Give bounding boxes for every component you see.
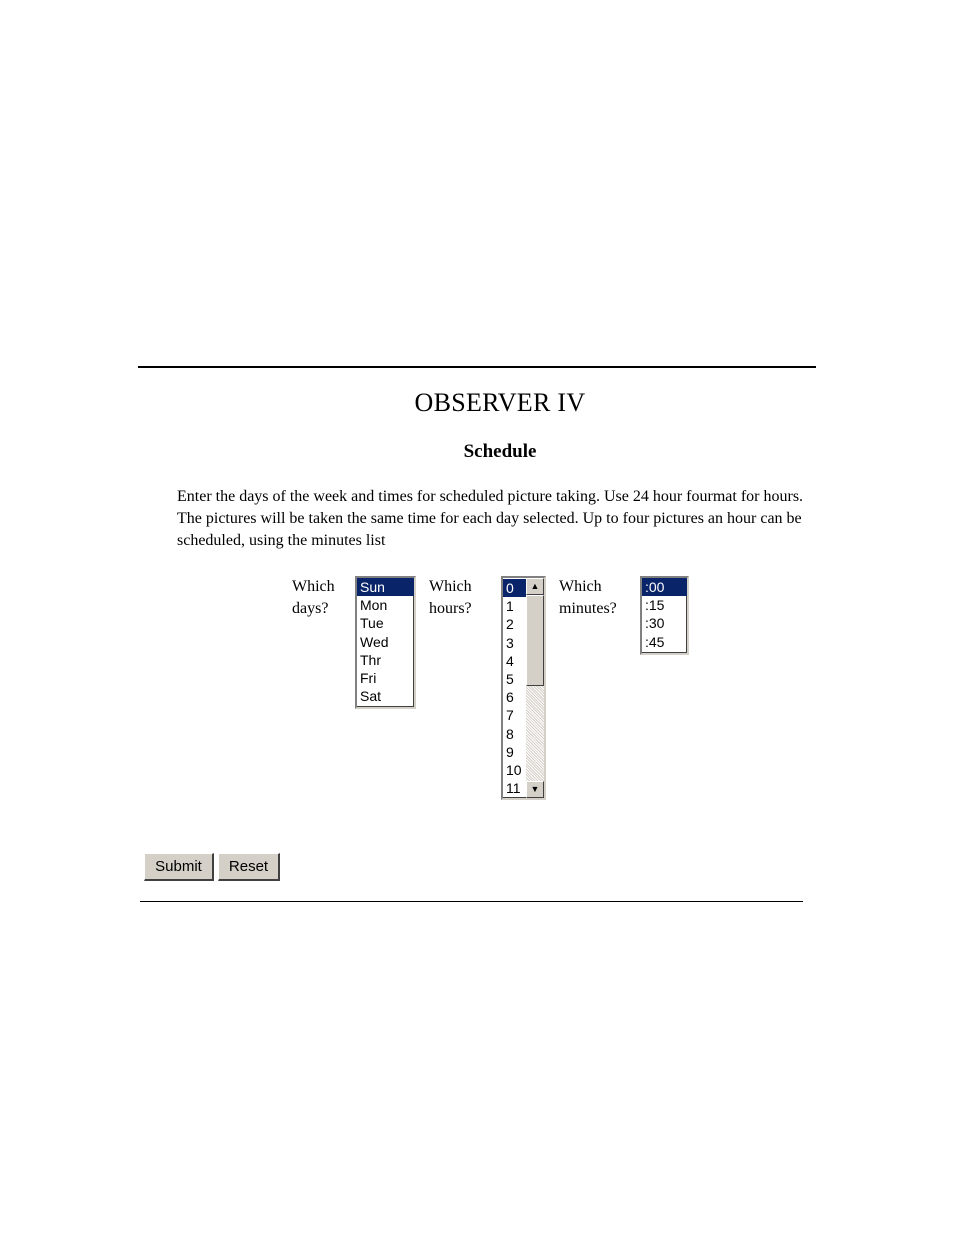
hour-option[interactable]: 6: [506, 689, 514, 706]
submit-button[interactable]: Submit: [144, 853, 214, 881]
reset-button[interactable]: Reset: [218, 853, 280, 881]
hour-option[interactable]: 11: [506, 780, 521, 797]
hours-options: [503, 579, 526, 797]
days-label-line2: days?: [292, 600, 329, 617]
hours-label-line2: hours?: [429, 600, 472, 617]
day-option[interactable]: Sun: [357, 578, 414, 596]
bottom-horizontal-rule: [140, 901, 803, 902]
day-option[interactable]: Thr: [360, 651, 381, 668]
hour-option[interactable]: 5: [506, 670, 514, 687]
page-subtitle: Schedule: [463, 441, 537, 462]
hour-option[interactable]: 3: [506, 634, 514, 651]
minute-option[interactable]: :45: [645, 633, 665, 650]
day-option[interactable]: Fri: [360, 669, 377, 686]
minutes-label-line1: Which: [559, 578, 602, 595]
day-option[interactable]: Mon: [360, 597, 388, 614]
intro-paragraph: Enter the days of the week and times for scheduled picture taking. Use 24 hour fourmat for hours. The pictures will be taken the same time for each day selected. Up to four pictures an hour can be scheduled, using the minutes list: [177, 488, 804, 549]
day-option[interactable]: Sat: [360, 688, 382, 705]
days-label: [292, 576, 335, 620]
hour-option[interactable]: 0: [503, 579, 526, 597]
minute-option[interactable]: :00: [642, 578, 687, 596]
hour-option[interactable]: 7: [506, 707, 514, 724]
top-horizontal-rule: [138, 366, 816, 368]
scroll-up-arrow-icon[interactable]: ▲: [526, 578, 544, 595]
hours-listbox[interactable]: [501, 576, 546, 800]
hour-option[interactable]: 10: [506, 761, 522, 778]
hour-option[interactable]: 1: [506, 598, 514, 615]
day-option[interactable]: Wed: [360, 633, 389, 650]
hour-option[interactable]: 4: [506, 652, 514, 669]
days-label-line1: Which: [292, 578, 335, 595]
scrollbar-thumb[interactable]: [526, 595, 544, 686]
page-title: OBSERVER IV: [414, 388, 586, 417]
minutes-listbox[interactable]: [640, 576, 689, 655]
hours-label: [429, 576, 472, 620]
minutes-label-line2: minutes?: [559, 600, 617, 617]
hours-label-line1: Which: [429, 578, 472, 595]
day-option[interactable]: Tue: [360, 615, 384, 632]
minute-option[interactable]: :30: [645, 615, 665, 632]
scroll-down-arrow-icon[interactable]: ▼: [526, 781, 544, 798]
minute-option[interactable]: :15: [645, 597, 665, 614]
hour-option[interactable]: 8: [506, 725, 514, 742]
hour-option[interactable]: 9: [506, 743, 514, 760]
minutes-label: [559, 576, 617, 620]
days-listbox[interactable]: [355, 576, 416, 709]
hours-scrollbar[interactable]: [526, 578, 544, 798]
hour-option[interactable]: 2: [506, 616, 514, 633]
